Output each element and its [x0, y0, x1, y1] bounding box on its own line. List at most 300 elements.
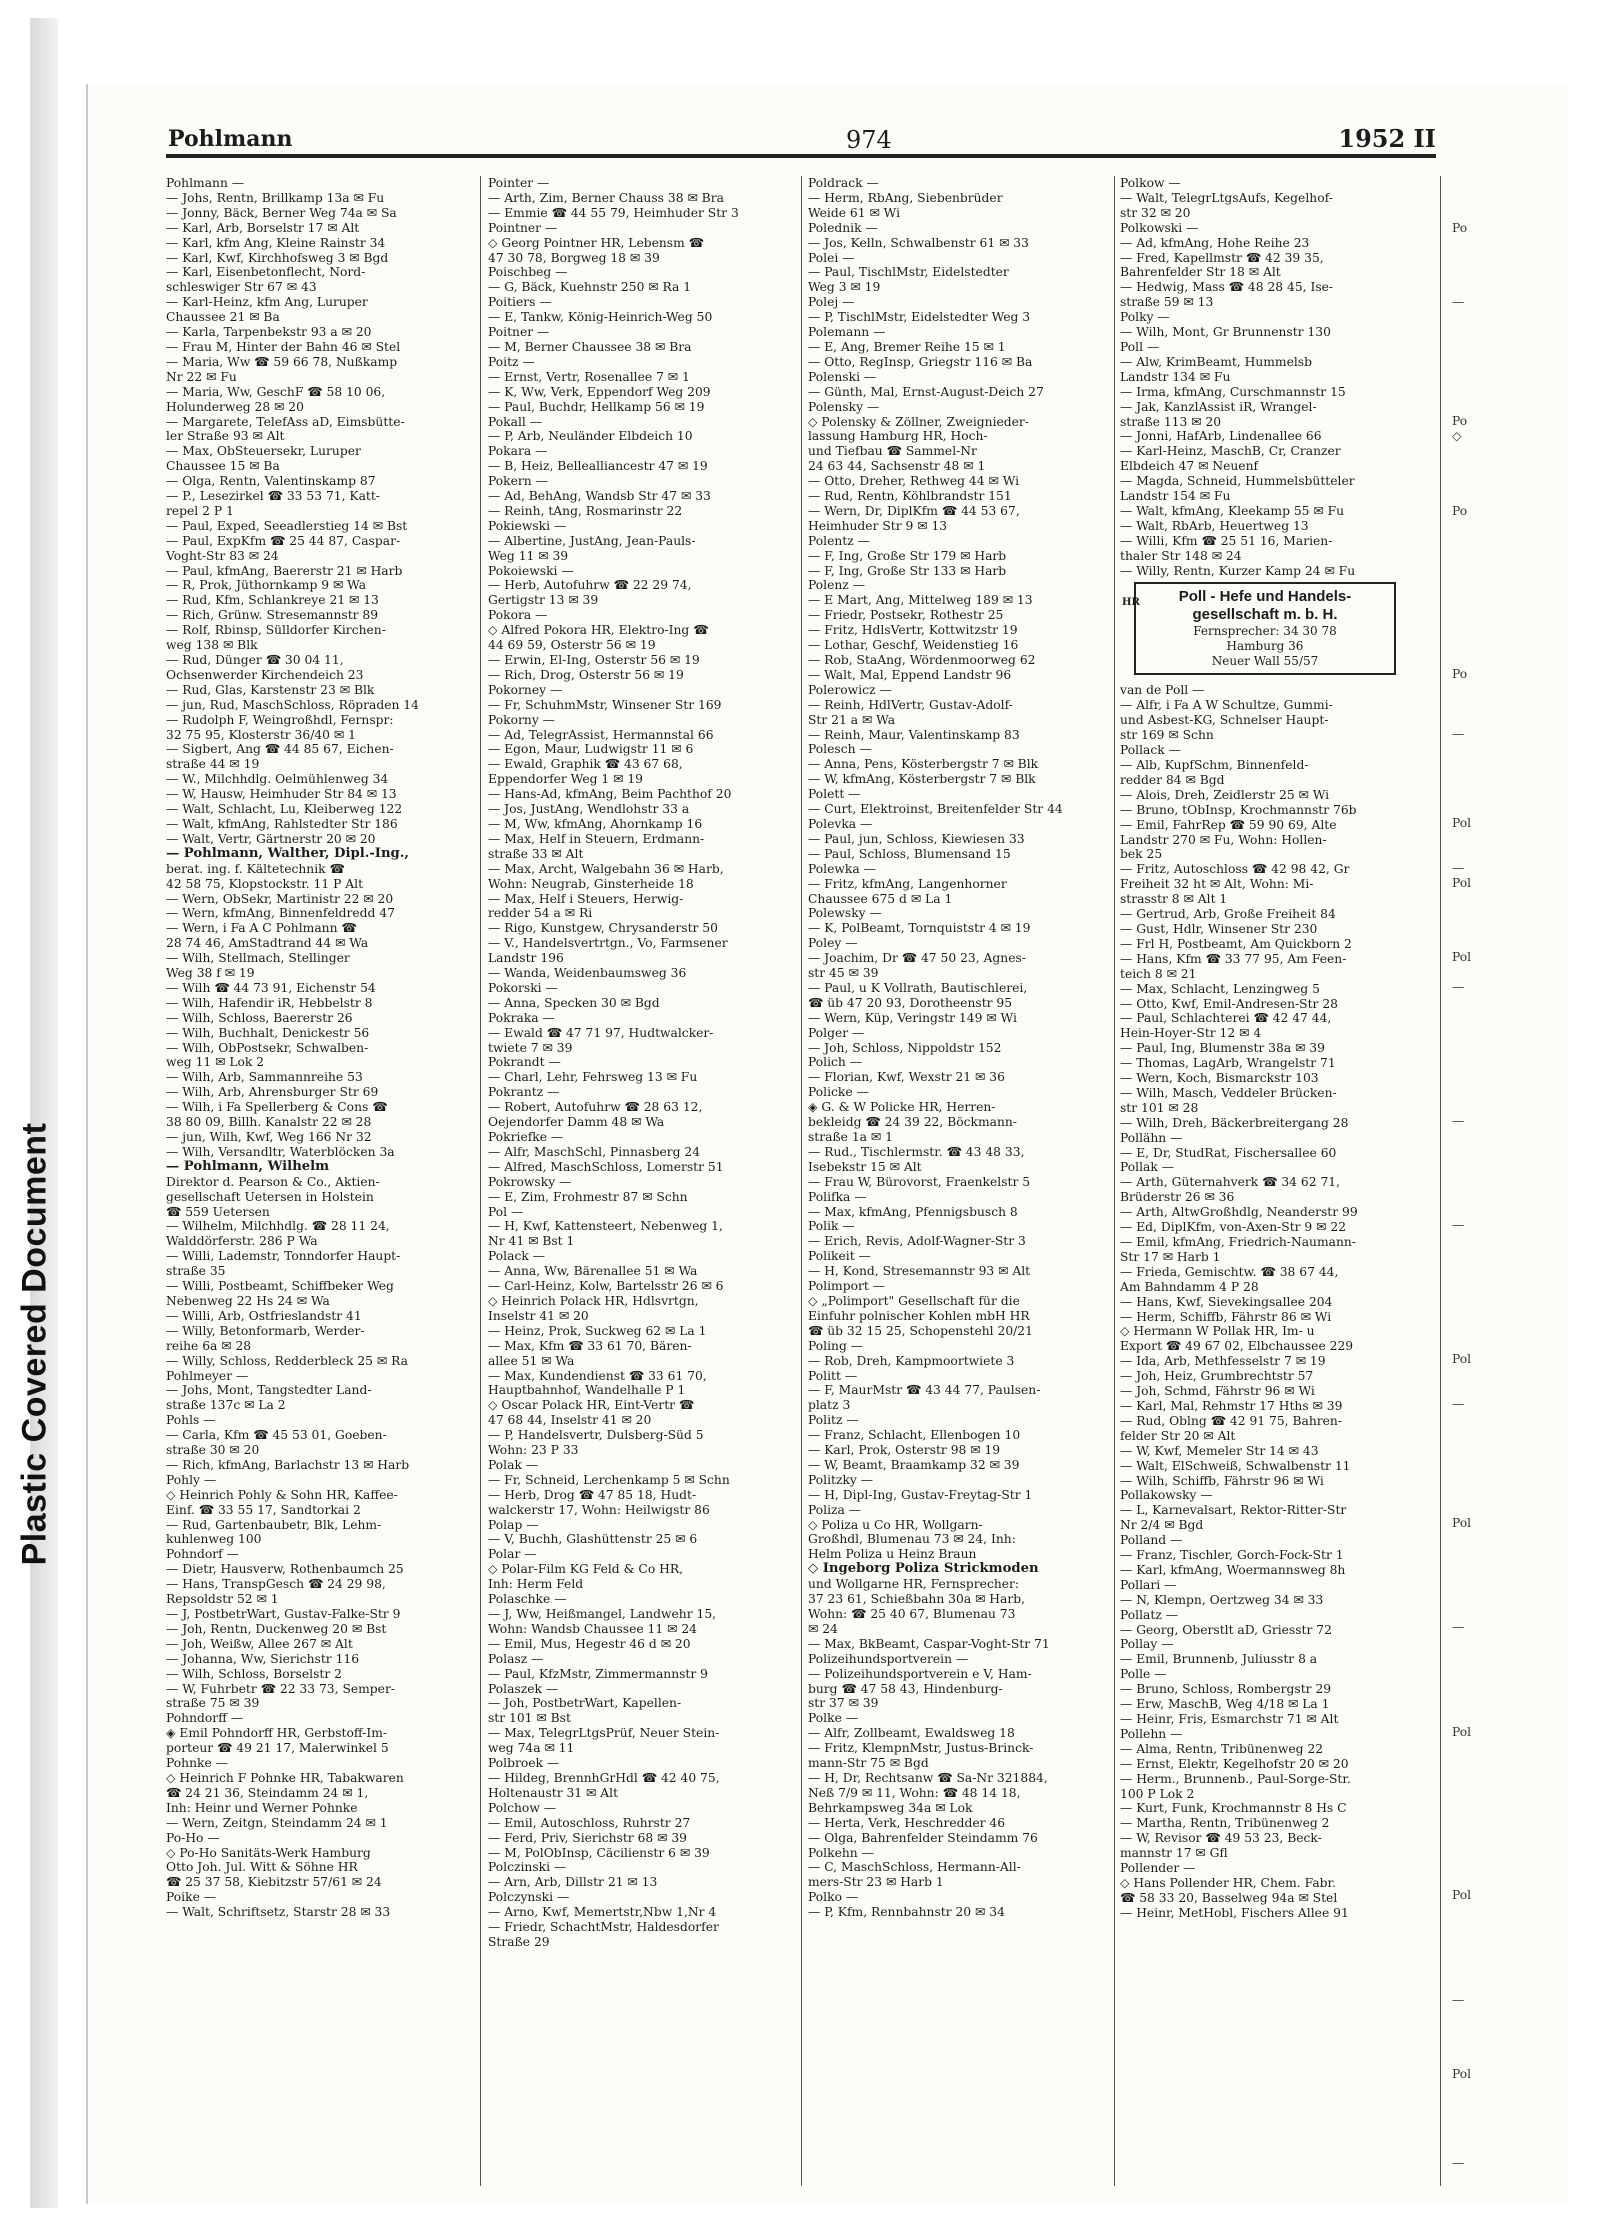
edge-spacer	[1452, 1695, 1562, 1710]
directory-entry-line: — Paul, Buchdr, Hellkamp 56 ✉ 19	[488, 399, 705, 414]
edge-spacer	[1452, 1635, 1562, 1650]
edge-spacer	[1452, 1501, 1562, 1516]
directory-entry-line: ◇ Polensky & Zöllner, Zweignieder-	[808, 414, 1029, 429]
edge-spacer	[1452, 1799, 1562, 1814]
directory-entry-line: Weg 3 ✉ 19	[808, 280, 881, 295]
directory-entry-line: Polkehn —	[808, 1845, 874, 1860]
directory-entry-line: — Joh, Weißw, Allee 267 ✉ Alt	[166, 1636, 353, 1651]
edge-spacer	[1452, 459, 1562, 474]
directory-entry-line: Pohls —	[166, 1413, 216, 1428]
directory-entry-line: — Karla, Tarpenbekstr 93 a ✉ 20	[166, 325, 372, 340]
directory-entry-line: straße 59 ✉ 13	[1120, 295, 1214, 310]
directory-entry-line: — Walt, TelegrLtgsAufs, Kegelhof-	[1120, 190, 1333, 205]
directory-entry-line: — Hans, Kwf, Sievekingsallee 204	[1120, 1294, 1333, 1309]
directory-entry-line: — Max, Kundendienst ☎ 33 61 70,	[488, 1368, 707, 1383]
edge-spacer	[1452, 965, 1562, 980]
directory-entry-line: Isebekstr 15 ✉ Alt	[808, 1159, 922, 1174]
directory-entry-line: gesellschaft Uetersen in Holstein	[166, 1189, 374, 1204]
directory-column-3	[808, 176, 1108, 2186]
edge-spacer	[1452, 2037, 1562, 2052]
directory-entry-line: Polei —	[808, 250, 855, 265]
directory-entry-line: — Wilh, Buchhalt, Denickestr 56	[166, 1025, 370, 1040]
directory-entry-line: — B, Heiz, Bellealliancestr 47 ✉ 19	[488, 459, 708, 474]
directory-entry-line: Pokall —	[488, 414, 543, 429]
directory-entry-line: — Fritz, KlempnMstr, Justus-Brinck-	[808, 1741, 1034, 1756]
edge-spacer	[1452, 1010, 1562, 1025]
edge-spacer	[1452, 697, 1562, 712]
directory-entry-line: Polger —	[808, 1025, 865, 1040]
advertisement-box	[1122, 582, 1396, 675]
directory-entry-line: — Arth, Güternahverk ☎ 34 62 71,	[1120, 1175, 1341, 1190]
directory-entry-line: — F, MaurMstr ☎ 43 44 77, Paulsen-	[808, 1383, 1041, 1398]
directory-entry-line: — Margarete, TelefAss aD, Eimsbütte-	[166, 414, 405, 429]
directory-entry-line: Pointner —	[488, 220, 558, 235]
directory-entry-line: Export ☎ 49 67 02, Elbchaussee 229	[1120, 1339, 1354, 1354]
directory-entry-line: Polich —	[808, 1055, 863, 1070]
edge-spacer	[1452, 1606, 1562, 1621]
directory-entry-line: Polky —	[1120, 310, 1170, 325]
directory-entry-line: Einfuhr polnischer Kohlen mbH HR	[808, 1308, 1030, 1323]
directory-entry-line: — W, Beamt, Braamkamp 32 ✉ 39	[808, 1457, 1020, 1472]
directory-entry-line: Freiheit 32 ht ✉ Alt, Wohn: Mi-	[1120, 877, 1314, 892]
directory-entry-line: — Rich, kfmAng, Barlachstr 13 ✉ Harb	[166, 1457, 410, 1472]
directory-entry-line: Inh: Heinr und Werner Pohnke	[166, 1800, 358, 1815]
directory-page	[86, 84, 1568, 2204]
edge-spacer	[1452, 1829, 1562, 1844]
directory-entry-line: — Herb, Drog ☎ 47 85 18, Hudt-	[488, 1487, 697, 1502]
directory-entry-line: Polke —	[808, 1711, 859, 1726]
directory-entry-line: Poldrack —	[808, 176, 879, 190]
edge-spacer	[1452, 638, 1562, 653]
directory-entry-line: ◇ Po-Ho Sanitäts-Werk Hamburg	[166, 1845, 371, 1860]
directory-entry-line: — Gertrud, Arb, Große Freiheit 84	[1120, 907, 1336, 922]
directory-entry-line: porteur ☎ 49 21 17, Malerwinkel 5	[166, 1741, 389, 1756]
directory-entry-line: Pollay —	[1120, 1637, 1174, 1652]
directory-entry-line: ◇ Poliza u Co HR, Wollgarn-	[808, 1517, 983, 1532]
directory-entry-line: lassung Hamburg HR, Hoch-	[808, 429, 988, 444]
directory-entry-line: — Hedwig, Mass ☎ 48 28 45, Ise-	[1120, 280, 1334, 295]
directory-entry-line: weg 74a ✉ 11	[488, 1741, 575, 1756]
directory-entry-line: Str 17 ✉ Harb 1	[1120, 1249, 1221, 1264]
ad-company-name-2: gesellschaft m. b. H.	[1192, 606, 1338, 624]
directory-entry-line: — Walt, kfmAng, Kleekamp 55 ✉ Fu	[1120, 503, 1345, 518]
directory-entry-line: — Wilh, Schloss, Borselstr 2	[166, 1666, 342, 1681]
edge-spacer	[1452, 1025, 1562, 1040]
directory-entry-line: Pohnke —	[166, 1756, 228, 1771]
directory-entry-line: Pohly —	[166, 1472, 217, 1487]
directory-entry-line: — Polizeihundsportverein e V, Ham-	[808, 1666, 1032, 1681]
edge-spacer	[1452, 653, 1562, 668]
edge-spacer	[1452, 891, 1562, 906]
edge-fragment: Po	[1452, 667, 1468, 682]
directory-entry-line: — Rud, Gartenbaubetr, Blk, Lehm-	[166, 1517, 382, 1532]
edge-fragment: —	[1452, 295, 1465, 310]
directory-entry-line: Pokorny —	[488, 712, 555, 727]
edge-spacer	[1452, 1754, 1562, 1769]
directory-entry-line: Holtenaustr 31 ✉ Alt	[488, 1785, 619, 1800]
directory-entry-line: Weg 38 f ✉ 19	[166, 966, 255, 981]
directory-entry-line: str 32 ✉ 20	[1120, 205, 1191, 220]
edge-spacer	[1452, 2008, 1562, 2023]
directory-entry-line: — Florian, Kwf, Wexstr 21 ✉ 36	[808, 1070, 1005, 1085]
directory-entry-line: Polack —	[488, 1249, 545, 1264]
edge-spacer	[1452, 1769, 1562, 1784]
directory-entry-line: — Walt, Mal, Eppend Landstr 96	[808, 667, 1012, 682]
edge-spacer	[1452, 2112, 1562, 2127]
edge-spacer	[1452, 265, 1562, 280]
directory-entry-line: — Emil, Mus, Hegestr 46 d ✉ 20	[488, 1636, 691, 1651]
directory-entry-line: — Carl-Heinz, Kolw, Bartelsstr 26 ✉ 6	[488, 1279, 724, 1294]
directory-entry-line: — Georg, Oberstlt aD, Griesstr 72	[1120, 1622, 1332, 1637]
directory-entry-line: Helm Poliza u Heinz Braun	[808, 1547, 977, 1562]
edge-spacer	[1452, 1918, 1562, 1933]
directory-entry-line: ☎ 25 37 58, Kiebitzstr 57/61 ✉ 24	[166, 1875, 382, 1890]
directory-entry-line: Polewka —	[808, 861, 876, 876]
directory-entry-line: thaler Str 148 ✉ 24	[1120, 548, 1242, 563]
directory-entry-line: — W, kfmAng, Kösterbergstr 7 ✉ Blk	[808, 772, 1036, 787]
directory-entry-line: — Karl, Eisenbetonflecht, Nord-	[166, 265, 366, 280]
directory-entry-line: — Willi, Kfm ☎ 25 51 16, Marien-	[1120, 533, 1333, 548]
directory-entry-line: — Karl, Mal, Rehmstr 17 Hths ✉ 39	[1120, 1398, 1343, 1413]
directory-entry-line: — Wern, Dr, DiplKfm ☎ 44 53 67,	[808, 503, 1020, 518]
directory-entry-line: Pohndorff —	[166, 1711, 244, 1726]
directory-entry-line: — Wern, Koch, Bismarckstr 103	[1120, 1071, 1319, 1086]
directory-entry-line: — Alfred, MaschSchloss, Lomerstr 51	[488, 1159, 724, 1174]
directory-entry-line: — Joh, Heiz, Grumbrechtstr 57	[1120, 1369, 1314, 1384]
directory-entry-line: — Max, ObSteuersekr, Luruper	[166, 444, 361, 459]
directory-entry-line: Polasz —	[488, 1651, 544, 1666]
directory-entry-line: Politzky —	[808, 1472, 874, 1487]
directory-entry-line: reihe 6a ✉ 28	[166, 1338, 252, 1353]
directory-entry-line: Wohn: 23 P 33	[488, 1443, 579, 1458]
edge-spacer	[1452, 1263, 1562, 1278]
directory-entry-line: Nebenweg 22 Hs 24 ✉ Wa	[166, 1293, 330, 1308]
directory-entry-line: — Fritz, Autoschloss ☎ 42 98 42, Gr	[1120, 862, 1350, 877]
directory-entry-line: Chaussee 15 ✉ Ba	[166, 459, 280, 474]
directory-entry-line: mers-Str 23 ✉ Harb 1	[808, 1875, 944, 1890]
directory-entry-line: Voght-Str 83 ✉ 24	[166, 548, 279, 563]
edge-spacer	[1452, 1471, 1562, 1486]
edge-fragment: Pol	[1452, 2067, 1472, 2082]
directory-entry-line: — Herm., Brunnenb., Paul-Sorge-Str.	[1120, 1771, 1351, 1786]
directory-entry-line: — V, Buchh, Glashüttenstr 25 ✉ 6	[488, 1532, 698, 1547]
directory-entry-line: — P., Lesezirkel ☎ 33 53 71, Katt-	[166, 489, 380, 504]
directory-entry-line: Polaschke —	[488, 1592, 567, 1607]
directory-entry-line: straße 44 ✉ 19	[166, 757, 260, 772]
edge-spacer	[1452, 757, 1562, 772]
directory-entry-line: Poliza —	[808, 1502, 862, 1517]
directory-entry-line: — W, Revisor ☎ 49 53 23, Beck-	[1120, 1831, 1322, 1846]
edge-spacer	[1452, 2022, 1562, 2037]
edge-spacer	[1452, 191, 1562, 206]
directory-entry-line: — W, Fuhrbetr ☎ 22 33 73, Semper-	[166, 1681, 395, 1696]
ad-phone: Fernsprecher: 34 30 78	[1193, 624, 1337, 639]
edge-spacer	[1452, 593, 1562, 608]
directory-entry-line: — C, MaschSchloss, Hermann-All-	[808, 1860, 1021, 1875]
directory-entry-line: — Karl, Arb, Borselstr 17 ✉ Alt	[166, 220, 360, 235]
directory-entry-line: — Alois, Dreh, Zeidlerstr 25 ✉ Wi	[1120, 787, 1330, 802]
directory-entry-line: Direktor d. Pearson & Co., Aktien-	[166, 1174, 380, 1189]
directory-entry-line: — F, Ing, Große Str 179 ✉ Harb	[808, 548, 1007, 563]
directory-entry-line: Polak —	[488, 1457, 539, 1472]
edge-spacer	[1452, 1427, 1562, 1442]
directory-entry-line: — Fritz, kfmAng, Langenhorner	[808, 876, 1007, 891]
directory-entry-line: kuhlenweg 100	[166, 1532, 262, 1547]
directory-entry-line: — Willy, Schloss, Redderbleck 25 ✉ Ra	[166, 1353, 408, 1368]
edge-spacer	[1452, 1308, 1562, 1323]
ad-street: Neuer Wall 55/57	[1211, 654, 1319, 669]
directory-entry-line: Pokora —	[488, 608, 548, 623]
directory-entry-line: Polczinski —	[488, 1860, 567, 1875]
edge-spacer	[1452, 474, 1562, 489]
directory-entry-line: — Karl-Heinz, MaschB, Cr, Cranzer	[1120, 444, 1341, 459]
directory-entry-line: — jun, Wilh, Kwf, Weg 166 Nr 32	[166, 1130, 372, 1144]
directory-entry-line: 44 69 59, Osterstr 56 ✉ 19	[488, 638, 656, 653]
directory-entry-line: Polkow —	[1120, 176, 1181, 190]
directory-entry-line: — Herta, Verk, Heschredder 46	[808, 1815, 1006, 1830]
directory-entry-line: — Wanda, Weidenbaumsweg 36	[488, 966, 687, 981]
directory-entry-line: — E, Ang, Bremer Reihe 15 ✉ 1	[808, 339, 1006, 354]
directory-entry-line: — Emil, Autoschloss, Ruhrstr 27	[488, 1815, 691, 1830]
directory-entry-line: Poll —	[1120, 339, 1160, 354]
directory-entry-line: Landstr 270 ✉ Fu, Wohn: Hollen-	[1120, 832, 1327, 847]
directory-entry-line: — Alb, KupfSchm, Binnenfeld-	[1120, 758, 1309, 772]
ad-city: Hamburg 36	[1226, 639, 1304, 654]
directory-entry-line: Gertigstr 13 ✉ 39	[488, 593, 599, 608]
directory-entry-line: Landstr 154 ✉ Fu	[1120, 489, 1231, 504]
edge-spacer	[1452, 1144, 1562, 1159]
directory-entry-line: — Martha, Rentn, Tribünenweg 2	[1120, 1816, 1330, 1831]
edge-spacer	[1452, 1486, 1562, 1501]
directory-entry-line: str 101 ✉ 28	[1120, 1100, 1199, 1115]
directory-entry-line: — Rich, Drog, Osterstr 56 ✉ 19	[488, 667, 684, 682]
directory-entry-line: platz 3	[808, 1398, 851, 1413]
edge-spacer	[1452, 489, 1562, 504]
directory-entry-line: — Walt, kfmAng, Rahlstedter Str 186	[166, 816, 398, 831]
directory-entry-line: straße 33 ✉ Alt	[488, 846, 584, 861]
directory-entry-line: — E, Dr, StudRat, Fischersallee 60	[1120, 1145, 1337, 1160]
directory-entry-line: — Olga, Rentn, Valentinskamp 87	[166, 474, 376, 489]
directory-entry-line: Polap —	[488, 1517, 539, 1532]
directory-entry-line: — Wern, ObSekr, Martinistr 22 ✉ 20	[166, 891, 394, 906]
directory-entry-line: — K, Ww, Verk, Eppendorf Weg 209	[488, 384, 711, 399]
directory-entry-line: Landstr 134 ✉ Fu	[1120, 369, 1231, 384]
directory-entry-line: — Magda, Schneid, Hummelsbütteler	[1120, 474, 1355, 489]
directory-entry-line: — Herm, RbAng, Siebenbrüder	[808, 190, 1003, 205]
directory-entry-line: Heimhuder Str 9 ✉ 13	[808, 518, 948, 533]
edge-spacer	[1452, 1174, 1562, 1189]
directory-entry-line: Po-Ho —	[166, 1830, 220, 1845]
directory-entry-line: — Jonni, HafArb, Lindenallee 66	[1120, 429, 1322, 444]
directory-entry-line: Pollehn —	[1120, 1726, 1183, 1741]
directory-entry-line: — Wilh, Schiffb, Fährstr 96 ✉ Wi	[1120, 1473, 1324, 1488]
directory-entry-line: — Wilh, Stellmach, Stellinger	[166, 951, 350, 966]
directory-entry-line: redder 54 a ✉ Ri	[488, 906, 593, 921]
directory-entry-line: ◈ G. & W Policke HR, Herren-	[808, 1100, 996, 1115]
directory-entry-line: — Max, Schlacht, Lenzingweg 5	[1120, 981, 1320, 996]
directory-entry-line: ◇ Heinrich Polack HR, Hdlsvrtgn,	[488, 1293, 699, 1308]
directory-entry-line: — K, PolBeamt, Tornquiststr 4 ✉ 19	[808, 921, 1031, 936]
column-divider	[1114, 176, 1115, 2186]
directory-entry-line: — Sigbert, Ang ☎ 44 85 67, Eichen-	[166, 742, 394, 757]
directory-entry-line: 47 30 78, Borgweg 18 ✉ 39	[488, 250, 660, 265]
directory-entry-line: — N, Klempn, Oertzweg 34 ✉ 33	[1120, 1592, 1324, 1607]
edge-fragment: Pol	[1452, 950, 1472, 965]
edge-fragment: —	[1452, 1397, 1465, 1412]
directory-entry-line: Polle —	[1120, 1667, 1167, 1682]
directory-entry-line: straße 75 ✉ 39	[166, 1696, 260, 1711]
directory-entry-line: Polaszek —	[488, 1681, 559, 1696]
directory-entry-line: — Paul, Ing, Blumenstr 38a ✉ 39	[1120, 1041, 1325, 1056]
directory-entry-line: — Willi, Lademstr, Tonndorfer Haupt-	[166, 1249, 401, 1264]
directory-entry-line: — Friedr, SchachtMstr, Haldesdorfer	[488, 1920, 719, 1935]
directory-entry-line: ✉ 24	[808, 1621, 838, 1636]
directory-column-2	[488, 176, 798, 2186]
directory-entry-line: Pointer —	[488, 176, 550, 190]
edge-fragment: Pol	[1452, 1724, 1472, 1739]
directory-entry-line: repel 2 P 1	[166, 503, 234, 518]
directory-entry-line: — Rolf, Rbinsp, Sülldorfer Kirchen-	[166, 623, 386, 638]
directory-entry-line: — Heinz, Prok, Suckweg 62 ✉ La 1	[488, 1323, 707, 1338]
edge-spacer	[1452, 325, 1562, 340]
directory-entry-line: Poischbeg —	[488, 265, 568, 280]
directory-entry-line: straße 137c ✉ La 2	[166, 1398, 286, 1413]
directory-entry-line: Nr 2/4 ✉ Bgd	[1120, 1518, 1204, 1533]
directory-entry-line: berat. ing. f. Kältetechnik ☎	[166, 861, 345, 876]
directory-entry-line: — Paul, TischlMstr, Eidelstedter	[808, 265, 1009, 280]
directory-entry-line: — Hans, TranspGesch ☎ 24 29 98,	[166, 1577, 386, 1592]
directory-entry-line: — Willy, Rentn, Kurzer Kamp 24 ✉ Fu	[1120, 563, 1356, 578]
directory-entry-line: Polednik —	[808, 220, 878, 235]
edge-fragment: Po	[1452, 220, 1468, 235]
directory-entry-line: mannstr 17 ✉ Gfl	[1120, 1846, 1228, 1861]
directory-entry-line: — Emil, kfmAng, Friedrich-Naumann-	[1120, 1235, 1356, 1249]
directory-entry-line: — Wern, i Fa A C Pohlmann ☎	[166, 921, 357, 936]
directory-entry-line: — Otto, Dreher, Rethweg 44 ✉ Wi	[808, 474, 1020, 489]
directory-entry-line: — Johanna, Ww, Sierichstr 116	[166, 1651, 360, 1666]
directory-entry-line: Straße 29	[488, 1934, 550, 1949]
directory-entry-line: walckerstr 17, Wohn: Heilwigstr 86	[488, 1502, 710, 1517]
edge-spacer	[1452, 578, 1562, 593]
directory-entry-line: — Emil, Brunnenb, Juliusstr 8 a	[1120, 1652, 1318, 1667]
directory-entry-line: — Ernst, Elektr, Kegelhofstr 20 ✉ 20	[1120, 1756, 1349, 1771]
directory-entry-line: — Curt, Elektroinst, Breitenfelder Str 44	[808, 802, 1063, 817]
directory-entry-line: Pollak —	[1120, 1160, 1175, 1175]
directory-entry-line: Nr 22 ✉ Fu	[166, 369, 237, 384]
directory-entry-line: Pohndorf —	[166, 1547, 239, 1562]
edge-spacer	[1452, 2097, 1562, 2112]
directory-entry-line: — Thomas, LagArb, Wrangelstr 71	[1120, 1056, 1336, 1071]
directory-entry-line: — Rich, Grünw. Stresemannstr 89	[166, 608, 379, 623]
edge-spacer	[1452, 1680, 1562, 1695]
directory-entry-line: Walddörferstr. 286 P Wa	[166, 1234, 318, 1249]
directory-entry-line: — Paul, Schlachterei ☎ 42 47 44,	[1120, 1011, 1332, 1026]
directory-entry-line: — Karl, kfmAng, Woermannsweg 8h	[1120, 1562, 1346, 1577]
directory-entry-line: Polizeihundsportverein —	[808, 1651, 969, 1666]
directory-entry-line: — Lothar, Geschf, Weidenstieg 16	[808, 638, 1019, 653]
directory-entry-line: str 45 ✉ 39	[808, 966, 879, 981]
directory-entry-line: — Rud, Rentn, Köhlbrandstr 151	[808, 489, 1012, 504]
directory-entry-line: ☎ üb 32 15 25, Schopenstehl 20/21	[808, 1323, 1033, 1338]
directory-entry-line: — Bruno, tObInsp, Krochmannstr 76b	[1120, 802, 1357, 817]
edge-spacer	[1452, 1099, 1562, 1114]
directory-entry-line: Pollari —	[1120, 1577, 1177, 1592]
directory-entry-line: — Kurt, Funk, Krochmannstr 8 Hs C	[1120, 1801, 1347, 1816]
directory-entry-line: — Erw, MaschB, Weg 4/18 ✉ La 1	[1120, 1697, 1330, 1712]
edge-spacer	[1452, 742, 1562, 757]
edge-spacer	[1452, 1233, 1562, 1248]
directory-entry-line: ☎ 24 21 36, Steindamm 24 ✉ 1,	[166, 1785, 369, 1800]
directory-entry-line: — Max, Archt, Walgebahn 36 ✉ Harb,	[488, 861, 724, 876]
directory-entry-line: — Max, Kfm ☎ 33 61 70, Bären-	[488, 1338, 692, 1353]
directory-entry-line: — Arno, Kwf, Memertstr,Nbw 1,Nr 4	[488, 1905, 717, 1920]
directory-entry-line: ler Straße 93 ✉ Alt	[166, 429, 285, 444]
edge-spacer	[1452, 995, 1562, 1010]
directory-entry-line: — Rud, Glas, Karstenstr 23 ✉ Blk	[166, 682, 375, 697]
edge-spacer	[1452, 1844, 1562, 1859]
directory-entry-line: — Wilh, Schloss, Baererstr 26	[166, 1010, 353, 1025]
directory-entry-line: Polland —	[1120, 1533, 1183, 1548]
edge-fragment: Pol	[1452, 1516, 1472, 1531]
edge-fragment: Pol	[1452, 875, 1472, 890]
directory-entry-line: Pokrantz —	[488, 1085, 560, 1100]
directory-entry-line: Pokorski —	[488, 980, 558, 995]
directory-entry-line: — Ad, TelegrAssist, Hermannstal 66	[488, 727, 714, 742]
directory-column-1	[166, 176, 472, 2186]
directory-entry-line: — H, Kwf, Kattensteert, Nebenweg 1,	[488, 1219, 723, 1234]
directory-entry-line: — Egon, Maur, Ludwigstr 11 ✉ 6	[488, 742, 694, 757]
edge-spacer	[1452, 1189, 1562, 1204]
edge-fragment: Pol	[1452, 816, 1472, 831]
header-surname: Pohlmann	[168, 126, 293, 152]
directory-entry-line: — J, PostbetrWart, Gustav-Falke-Str 9	[166, 1607, 401, 1621]
directory-entry-line: bek 25	[1120, 847, 1163, 862]
directory-entry-line: — Carla, Kfm ☎ 45 53 01, Goeben-	[166, 1428, 387, 1443]
directory-entry-line: — Willi, Arb, Ostfrieslandstr 41	[166, 1308, 362, 1323]
directory-entry-line: — Wern, kfmAng, Binnenfeldredd 47	[166, 906, 395, 921]
directory-entry-line: — Rud, Dünger ☎ 30 04 11,	[166, 653, 344, 667]
directory-entry-line: — Friedr, Postsekr, Rothestr 25	[808, 608, 1004, 623]
edge-spacer	[1452, 682, 1562, 697]
directory-entry-line: — Herm, Schiffb, Fährstr 86 ✉ Wi	[1120, 1309, 1332, 1324]
directory-entry-line: — Jak, KanzlAssist iR, Wrangel-	[1120, 399, 1317, 414]
directory-entry-line: Holunderweg 28 ✉ 20	[166, 399, 304, 414]
edge-spacer	[1452, 1129, 1562, 1144]
ad-company-name: Poll - Hefe und Handels-	[1178, 588, 1352, 606]
edge-spacer	[1452, 1412, 1562, 1427]
directory-entry-line: 42 58 75, Klopstockstr. 11 P Alt	[166, 876, 364, 891]
directory-entry-line: — Frau W, Bürovorst, Fraenkelstr 5	[808, 1174, 1031, 1189]
directory-entry-line: Polkowski —	[1120, 220, 1199, 235]
directory-entry-line: — Alfr, MaschSchl, Pinnasberg 24	[488, 1144, 701, 1159]
ad-hr-tag: HR	[1122, 597, 1140, 609]
edge-spacer	[1452, 1084, 1562, 1099]
edge-spacer	[1452, 399, 1562, 414]
directory-entry-line: Polik —	[808, 1219, 855, 1234]
edge-spacer	[1452, 1159, 1562, 1174]
directory-entry-line: — E Mart, Ang, Mittelweg 189 ✉ 13	[808, 593, 1033, 608]
directory-entry-line: — Rob, StaAng, Wördenmoorweg 62	[808, 653, 1036, 667]
directory-entry-line: — Maria, Ww, GeschF ☎ 58 10 06,	[166, 384, 386, 399]
directory-entry-line: — Arn, Arb, Dillstr 21 ✉ 13	[488, 1875, 658, 1890]
directory-entry-line: — H, Dr, Rechtsanw ☎ Sa-Nr 321884,	[808, 1770, 1048, 1785]
directory-entry-line: — Wilh ☎ 44 73 91, Eichenstr 54	[166, 980, 376, 995]
directory-entry-line: Bahrenfelder Str 18 ✉ Alt	[1120, 265, 1281, 280]
edge-spacer	[1452, 1784, 1562, 1799]
directory-entry-line: Chaussee 21 ✉ Ba	[166, 310, 280, 325]
edge-spacer	[1452, 1591, 1562, 1606]
directory-entry-line: — Ad, BehAng, Wandsb Str 47 ✉ 33	[488, 489, 711, 504]
